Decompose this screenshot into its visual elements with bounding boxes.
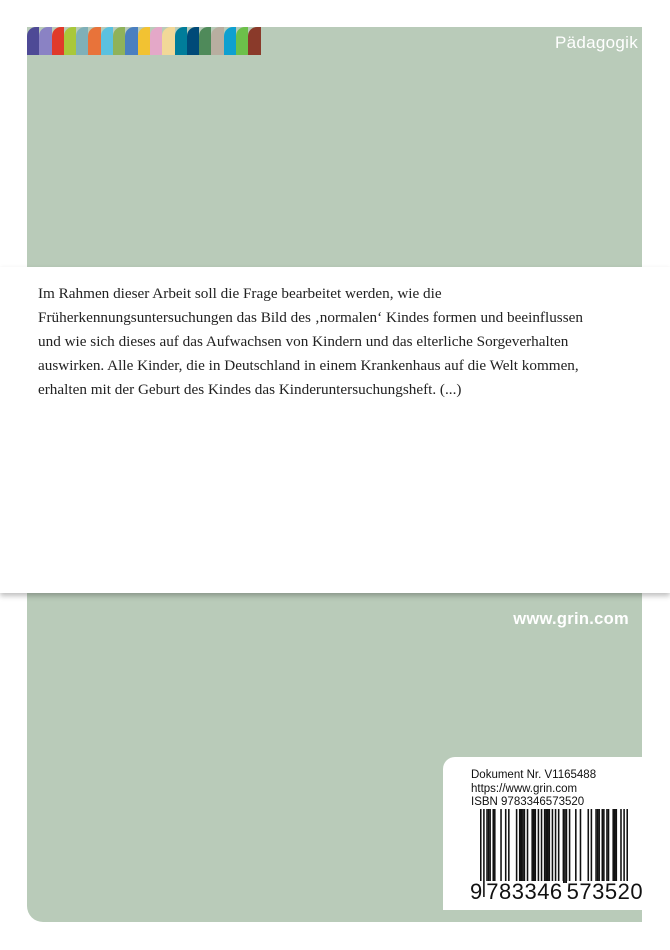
color-tab bbox=[199, 27, 211, 55]
barcode-bar bbox=[569, 809, 571, 883]
color-tab bbox=[211, 27, 223, 55]
barcode-bar bbox=[549, 809, 551, 883]
barcode-bar bbox=[538, 809, 540, 883]
color-tab bbox=[88, 27, 100, 55]
blurb-line: auswirken. Alle Kinder, die in Deutschland in einem Krankenhaus auf die Welt kommen, bbox=[38, 357, 579, 374]
barcode-bar bbox=[580, 809, 582, 883]
color-tab bbox=[138, 27, 150, 55]
color-tab bbox=[248, 27, 260, 55]
barcode-bar bbox=[606, 809, 608, 883]
barcode-digit-group: 9 bbox=[470, 879, 483, 904]
barcode-bar bbox=[535, 809, 537, 883]
barcode-bar bbox=[488, 809, 490, 883]
barcode-bar bbox=[591, 809, 593, 883]
category-label: Pädagogik bbox=[554, 33, 638, 52]
color-tab bbox=[125, 27, 137, 55]
barcode-bar bbox=[494, 809, 496, 883]
barcode-bar bbox=[598, 809, 600, 883]
barcode-bar bbox=[620, 809, 622, 883]
blurb-text bbox=[38, 282, 583, 402]
barcode-bar bbox=[522, 809, 524, 883]
barcode-bar bbox=[541, 809, 543, 883]
color-tab bbox=[52, 27, 64, 55]
barcode-bar bbox=[602, 809, 604, 883]
barcode-bar bbox=[492, 809, 494, 883]
barcode-bar bbox=[524, 809, 526, 883]
color-tab bbox=[101, 27, 113, 55]
isbn: ISBN 9783346573520 bbox=[471, 796, 585, 808]
color-tab bbox=[236, 27, 248, 55]
barcode-bar bbox=[521, 809, 523, 883]
barcode-bar bbox=[489, 809, 491, 883]
barcode-bar bbox=[614, 809, 616, 883]
color-tab bbox=[27, 27, 39, 55]
color-tab bbox=[76, 27, 88, 55]
color-tab bbox=[187, 27, 199, 55]
barcode-bar bbox=[597, 809, 599, 883]
barcode-digits bbox=[470, 879, 644, 904]
barcode-bar bbox=[608, 809, 610, 883]
barcode-bar bbox=[566, 809, 568, 883]
barcode-bar bbox=[616, 809, 618, 883]
color-tab bbox=[64, 27, 76, 55]
color-tab bbox=[150, 27, 162, 55]
barcode-bar bbox=[531, 809, 533, 883]
barcode-bar bbox=[545, 809, 547, 883]
barcode-url: https://www.grin.com bbox=[471, 782, 578, 795]
barcode-bar bbox=[612, 809, 614, 883]
publisher-website: www.grin.com bbox=[513, 610, 629, 628]
barcode-bar bbox=[595, 809, 597, 883]
barcode-bar bbox=[558, 809, 560, 883]
barcode-bar bbox=[516, 809, 518, 883]
barcode-bar bbox=[547, 809, 549, 883]
barcode-bar bbox=[563, 809, 565, 883]
barcode-bar bbox=[544, 809, 546, 883]
barcode-bar bbox=[575, 809, 577, 883]
color-tab bbox=[113, 27, 125, 55]
color-tab bbox=[175, 27, 187, 55]
barcode-bar bbox=[564, 809, 566, 883]
barcode-bar bbox=[508, 809, 510, 883]
barcode-bar bbox=[500, 809, 502, 883]
barcode-bar bbox=[505, 809, 507, 883]
barcode-bar bbox=[587, 809, 589, 883]
color-tabs bbox=[27, 27, 261, 55]
barcode-bar bbox=[519, 809, 521, 883]
barcode-bar bbox=[527, 809, 529, 883]
barcode-info bbox=[471, 769, 596, 810]
color-tab bbox=[224, 27, 236, 55]
barcode-bar bbox=[486, 809, 488, 883]
barcode-bar bbox=[603, 809, 605, 883]
blurb-line: Im Rahmen dieser Arbeit soll die Frage bearbeitet werden, wie die bbox=[38, 285, 442, 302]
color-tab bbox=[39, 27, 51, 55]
color-tab bbox=[162, 27, 174, 55]
barcode-digit-group: 573520 bbox=[566, 879, 644, 904]
blurb-line: erhalten mit der Geburt des Kindes das Kinderuntersuchungsheft. (...) bbox=[38, 381, 462, 398]
document-number: Dokument Nr. V1165488 bbox=[471, 769, 597, 781]
barcode-box bbox=[443, 757, 642, 910]
blurb-line: Früherkennungsuntersuchungen das Bild des ‚normalen‘ Kindes formen und beeinflussen bbox=[38, 309, 583, 326]
blurb-line: und wie sich dieses auf das Aufwachsen von Kindern und das elterliche Sorgeverhalten bbox=[38, 333, 569, 350]
barcode-bar bbox=[533, 809, 535, 883]
barcode-digit-group: 783346 bbox=[486, 879, 563, 904]
